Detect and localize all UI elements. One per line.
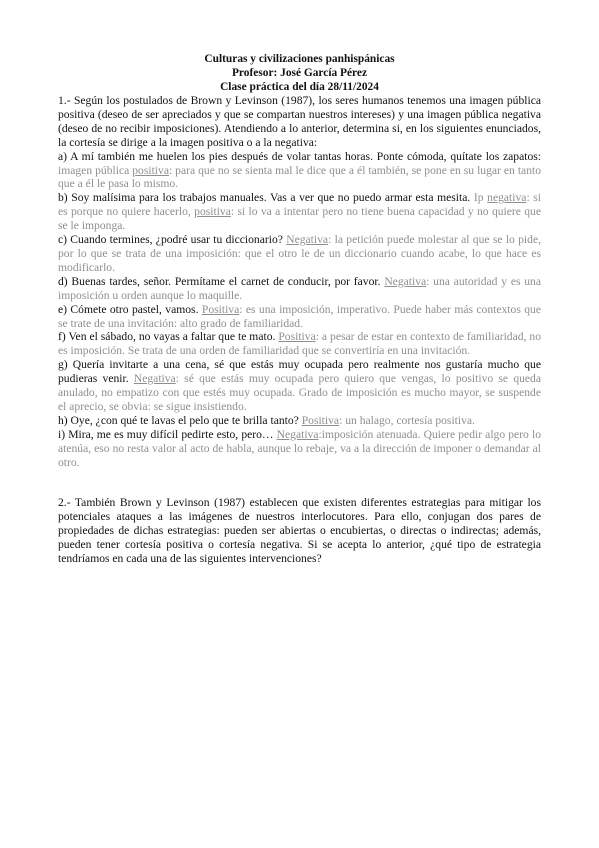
item-c (58, 233, 541, 275)
item-answer-prefix: imagen pública (58, 163, 133, 177)
item-answer-keyword: Positiva (201, 302, 240, 316)
item-g (58, 358, 541, 414)
item-i (58, 428, 541, 470)
item-answer-keyword: Negativa (384, 274, 427, 288)
item-answer: : un halago, cortesía positiva. (339, 413, 475, 427)
course-title: Culturas y civilizaciones panhispánicas (204, 53, 395, 65)
item-question: h) Oye, ¿con qué te lavas el pelo que te brilla tanto? (58, 413, 299, 427)
item-answer: : para que no se sienta mal le dice que a él también, se pone en su lugar en tanto que a él le pasa lo mismo. (58, 163, 542, 191)
item-answer: : a pesar de estar en contexto de familiaridad, no es imposición. Se trata de una orden de familiaridad que se convertiría en una invitación. (58, 330, 541, 358)
item-answer: : si es porque no quiere hacerlo, (58, 191, 541, 219)
item-b (58, 191, 541, 233)
item-question: e) Cómete otro pastel, vamos. (58, 302, 199, 316)
item-answer-prefix: Ip (470, 191, 488, 205)
item-d (58, 275, 541, 303)
item-answer-2: : si lo va a intentar pero no tiene buena capacidad y no quiere que se le imponga. (58, 205, 541, 233)
item-answer: : sé que estás muy ocupada pero quiero que vengas, lo positivo se queda anulado, no empatizo con que estés muy ocupada. Grado de imposición es mucho mayor, se suspende el aprecio, se obvia: se sigue insistiendo. (58, 372, 542, 413)
class-date: Clase práctica del día 28/11/2024 (220, 81, 379, 93)
item-e (58, 303, 541, 331)
question-1-intro: 1.- Según los postulados de Brown y Levinson (1987), los seres humanos tenemos una imagen pública positiva (deseo de ser apreciados y que se compartan nuestros intereses) y una imagen pública negativa (deseo de no recibir imposiciones). Atendiendo a lo anterior, determina si, en los siguientes enunciados, la cortesía se dirige a la imagen positiva o a la negativa: (58, 94, 541, 149)
item-answer-keyword: negativa (487, 191, 527, 205)
item-answer: : una autoridad y es una imposición u orden aunque lo maquille. (58, 274, 541, 302)
item-answer: : es una imposición, imperativo. Puede haber más contextos que se trate de una invitación: alto grado de familiaridad. (58, 302, 541, 330)
document-header (58, 52, 541, 94)
item-answer-keyword: Positiva (301, 413, 340, 427)
item-answer: : la petición puede molestar al que se lo pide, por lo que se trata de una imposición: que el otro le de un diccionario cuando acabe, lo que hace es modificarlo. (58, 233, 541, 274)
item-a (58, 150, 541, 192)
item-answer: :imposición atenuada. Quiere pedir algo pero lo atenúa, eso no resta valor al acto de habla, aunque lo rebaje, va a la dirección de imponer o demandar al otro. (58, 427, 541, 469)
item-question: a) A mí también me huelen los pies después de volar tantas horas. Ponte cómoda, quítate los zapatos: (58, 149, 541, 163)
item-question: d) Buenas tardes, señor. Permítame el carnet de conducir, por favor. (58, 274, 381, 288)
item-question: f) Ven el sábado, no vayas a faltar que te mato. (58, 330, 276, 344)
question-2-intro: 2.- También Brown y Levinson (1987) establecen que existen diferentes estrategias para mitigar los potenciales ataques a las imágenes de nuestros interlocutores. Para ello, conjugan dos pares de propiedades de dichas estrategias: pueden ser abiertas o encubiertas, o directas o indirectas; además, pueden tener cortesía positiva o cortesía negativa. Si se acepta lo anterior, ¿qué tipo de estrategia tendríamos en cada una de las siguientes intervenciones? (58, 496, 541, 566)
item-answer-keyword-2: positiva (194, 205, 231, 219)
item-question: i) Mira, me es muy difícil pedirte esto, pero… (58, 427, 274, 441)
item-answer-keyword: Negativa (276, 427, 319, 441)
item-question: b) Soy malísima para los trabajos manuales. Vas a ver que no puedo armar esta mesita. (58, 191, 471, 205)
item-question: g) Quería invitarte a una cena, sé que estás muy ocupada pero realmente nos gustaría mucho que pudieras venir. (58, 358, 541, 386)
section-spacer (58, 469, 541, 496)
item-f (58, 330, 541, 358)
professor-line: Profesor: José García Pérez (231, 67, 368, 79)
item-answer-keyword: positiva (132, 163, 169, 177)
item-h (58, 414, 541, 428)
item-answer-keyword: Negativa (286, 233, 329, 247)
item-answer-keyword: Negativa (133, 372, 176, 386)
document-page (58, 52, 541, 566)
item-question: c) Cuando termines, ¿podré usar tu diccionario? (58, 233, 283, 247)
item-answer-keyword: Positiva (278, 330, 316, 344)
